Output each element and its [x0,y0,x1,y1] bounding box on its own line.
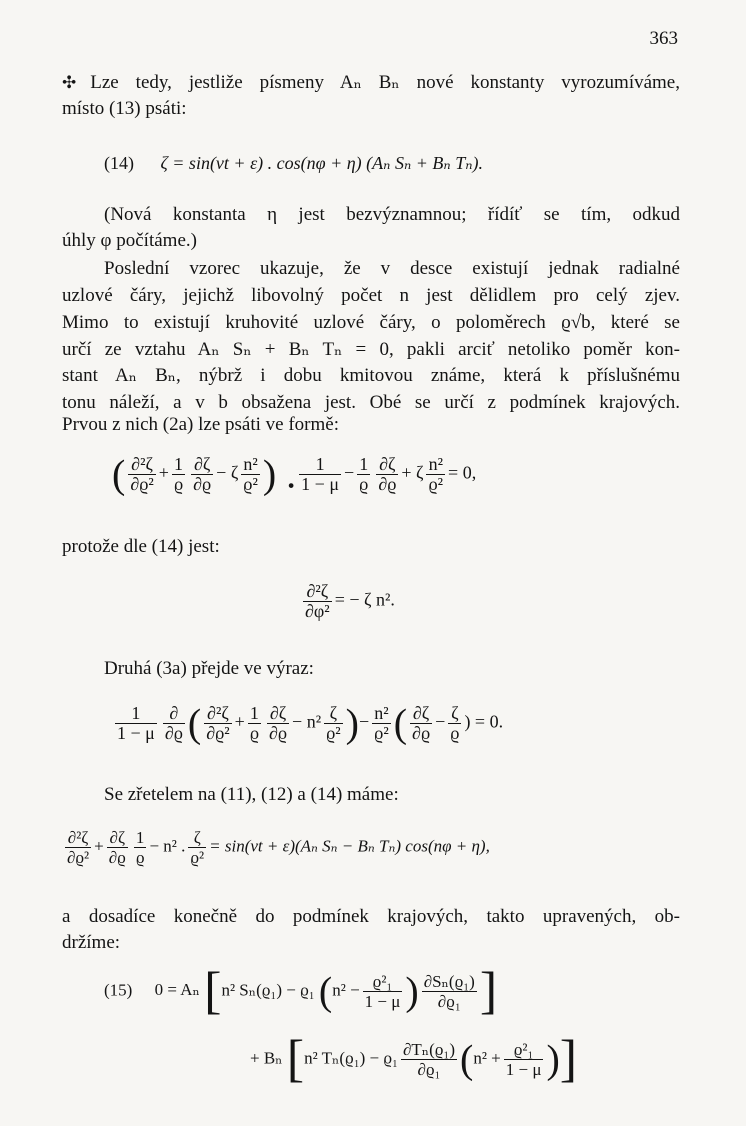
fraction: $\frac{\zeta}{\text{ϱ²}}$ [326,703,341,743]
fraction: $\frac{\partial\zeta}{\partial ϱ}$ [193,454,212,494]
equation-body: ζ = sin(νt + ε) . cos(nφ + η) (Aₙ Sₙ + Bₙ Tₙ). [160,153,483,173]
paragraph-line: (Nová konstanta η jest bezvýznamnou; řídíť se tím, odkud [104,204,680,225]
paragraph-line: stant Aₙ Bₙ, nýbrž i dobu kmitovou známe, která k příslušnému [62,365,680,386]
paragraph-line: Druhá (3a) přejde ve výraz: [104,658,314,679]
paragraph-marker-icon: ✣ [62,73,77,92]
fraction: $\frac{1}{ϱ}$ [359,454,369,494]
paragraph-line: a dosadíce konečně do podmínek krajových, takto upravených, ob- [62,906,680,927]
equation-15-line-1: (15) 0 = Aₙ [n² Sₙ(ϱ₁) − ϱ₁ (n² − $\frac{\text{ϱ²₁}}{1 - \mu}$ ) $\frac{\text{∂Sₙ(ϱ₁)}}{\text{∂ϱ₁}}$ ] [104,962,498,1020]
equation-phi-derivative: $\frac{\text{∂²ζ}}{\text{∂φ²}}$ = − ζ n². [305,581,395,621]
equation-14 [104,150,483,176]
fraction: $\frac{\partial\zeta}{\partial ϱ}$ [378,454,397,494]
paren: ( [112,451,126,497]
paragraph-line: Se zřetelem na (11), (12) a (14) máme: [104,784,399,805]
paragraph-line: místo (13) psáti: [62,98,187,119]
paragraph-line: protože dle (14) jest: [62,536,220,557]
paragraph-line: držíme: [62,932,121,953]
fraction: $\frac{\text{n²}}{\text{ϱ²}}$ [374,703,389,743]
page-number: 363 [649,28,678,49]
paragraph-line: uzlové čáry, jejichž libovolný počet n jest dělidlem pro celý zjev. [62,285,680,306]
paragraph-line [62,70,680,96]
equation-label: (14) [104,153,134,173]
fraction: $\frac{\text{∂²ζ}}{\text{∂ϱ²}}$ [67,828,90,867]
paragraph-line: Poslední vzorec ukazuje, že v desce existují jednak radialné [104,258,680,279]
fraction: $\frac{\text{ϱ²₁}}{1 - \mu}$ [364,972,401,1011]
equation-boundary-2: $\frac{1}{1 - \mu}$ $\frac{\partial}{\partial ϱ}$ ( $\frac{\text{∂²ζ}}{\text{∂ϱ²}}$ + $\frac{1}{ϱ}$ $\frac{\partial\zeta}{\partial ϱ}$ − n² $\frac{\zeta}{\text{ϱ²}}$ )− $\frac{\text{n²}}{\text{ϱ²}}$ ( $\frac{\partial\zeta}{\partial ϱ}$ − $\frac{\zeta}{ϱ}$ ) = 0. [117,700,504,746]
fraction: $\frac{\partial}{\partial ϱ}$ [164,703,183,743]
fraction: $\frac{\text{∂Tₙ(ϱ₁)}}{\text{∂ϱ₁}}$ [402,1040,455,1079]
paragraph-line: určí ze vztahu Aₙ Sₙ + Bₙ Tₙ = 0, pakli arciť netoliko poměr kon- [62,339,680,360]
fraction: $\frac{1}{ϱ}$ [173,454,184,494]
fraction: $\frac{1}{1 - \mu}$ [117,703,155,743]
fraction: $\frac{\text{∂Sₙ(ϱ₁)}}{\text{∂ϱ₁}}$ [423,972,475,1011]
paragraph-line: Prvou z nich (2a) lze psáti ve formě: [62,414,339,435]
paragraph-line: úhly φ počítáme.) [62,230,197,251]
fraction: $\frac{\text{∂²ζ}}{\text{∂ϱ²}}$ [206,703,230,743]
fraction: $\frac{\zeta}{\text{ϱ²}}$ [190,828,205,867]
paragraph-line: Mimo to existují kruhovité uzlové čáry, o poloměrech ϱ√b, které se [62,312,680,333]
paragraph-line: tonu náleží, a v b obsažena jest. Obé se určí z podmínek krajových. [62,392,680,413]
fraction: $\frac{\text{n²}}{\text{ϱ²}}$ [428,454,444,494]
fraction: $\frac{\text{∂²ζ}}{\text{∂ϱ²}}$ [130,454,154,494]
text-line: Lze tedy, jestliže písmeny Aₙ Bₙ nové konstanty vyrozumíváme, [90,72,680,93]
equation-label: (15) [104,980,133,1000]
fraction: $\frac{1}{ϱ}$ [135,828,145,867]
fraction: $\frac{\partial\zeta}{\partial ϱ}$ [108,828,126,867]
equation-combined: $\frac{\text{∂²ζ}}{\text{∂ϱ²}}$ + $\frac{\partial\zeta}{\partial ϱ}$ $\frac{1}{ϱ}$ − n² . $\frac{\zeta}{\text{ϱ²}}$ = sin(νt + ε)(Aₙ Sₙ − Bₙ Tₙ) cos(nφ + η), [67,828,490,867]
equation-boundary-1: ( $\frac{\text{∂²ζ}}{\text{∂ϱ²}}$ + $\frac{1}{ϱ}$ $\frac{\partial\zeta}{\partial ϱ}$ − ζ $\frac{\text{n²}}{\text{ϱ²}}$ ) . $\frac{1}{1 - \mu}$ − $\frac{1}{ϱ}$ $\frac{\partial\zeta}{\partial ϱ}$ + ζ $\frac{\text{n²}}{\text{ϱ²}}$ = 0, [112,451,477,497]
equation-15-line-2: + Bₙ [n² Tₙ(ϱ₁) − ϱ₁ $\frac{\text{∂Tₙ(ϱ₁)}}{\text{∂ϱ₁}}$ (n² + $\frac{\text{ϱ²₁}}{1 - \mu}$ )] [250,1030,578,1088]
fraction: $\frac{\text{n²}}{\text{ϱ²}}$ [243,454,258,494]
fraction: $\frac{\text{∂²ζ}}{\text{∂φ²}}$ [305,581,330,621]
fraction: $\frac{1}{1 - \mu}$ [301,454,339,494]
fraction: $\frac{\partial\zeta}{\partial ϱ}$ [412,703,431,743]
fraction: $\frac{\zeta}{ϱ}$ [450,703,460,743]
fraction: $\frac{1}{ϱ}$ [249,703,259,743]
fraction: $\frac{\text{ϱ²₁}}{1 - \mu}$ [505,1040,542,1079]
fraction: $\frac{\partial\zeta}{\partial ϱ}$ [268,703,288,743]
